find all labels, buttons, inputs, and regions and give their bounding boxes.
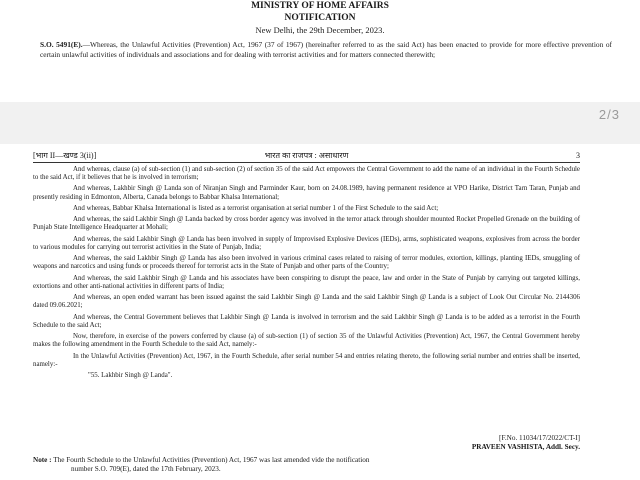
signatory-name: PRAVEEN VASHISTA, Addl. Secy. [471,443,580,452]
inserted-entry: "55. Lakhbir Singh @ Landa". [88,372,173,380]
paragraph-belief: And whereas, the Central Government believes that Lakhbir Singh @ Landa is involved in terrorism and the said Lakhbir Singh @ Landa is to be added as a terrorist in the Fourth Schedule to the said Act; [33,313,580,329]
paragraph-amendment: In the Unlawful Activities (Prevention) Act, 1967, in the Fourth Schedule, after serial number 54 and entries relating thereto, the following serial number and entries shall be inserted, namely:- [33,352,580,368]
note-block [33,456,580,474]
paragraph-identity: And whereas, Lakhbir Singh @ Landa son of Niranjan Singh and Parminder Kaur, born on 24.08.1989, having permanent residence at VPO Harike, District Tarn Taran, Punjab and presently residing in Edmonton, Alberta, Canada belongs to Babbar Khalsa International; [33,185,580,201]
paragraph-conspiracy: And whereas, the said Lakhbir Singh @ Landa and his associates have been conspiring to disrupt the peace, law and order in the State of Punjab by carrying out targeted killings, extortions and other anti-national activities in different parts of India; [33,274,580,290]
paragraph-clause-35: And whereas, clause (a) of sub-section (1) and sub-section (2) of section 35 of the said Act empowers the Central Government to add the name of an individual in the Fourth Schedule to the said Act, if it believes that he is involved in terrorism; [33,166,580,182]
note-line-1: The Fourth Schedule to the Unlawful Activities (Prevention) Act, 1967 was last amended vide the notification [53,456,370,464]
paragraph-rpg-attack: And whereas, the said Lakhbir Singh @ Landa backed by cross border agency was involved in the terror attack through shoulder mounted Rocket Propelled Grenade on the building of Punjab State Intelligence Headquarter at Mohali; [33,216,580,232]
running-header-part: [भाग II—खण्ड 3(ii)] [33,151,97,160]
file-reference: [F.No. 11034/17/2022/CT-I] [499,434,580,442]
intro-paragraph [40,40,612,59]
document-page-1 [0,0,640,102]
signature-block [33,434,580,452]
note-line-2: number S.O. 709(E), dated the 17th February, 2023. [71,465,221,473]
so-number: S.O. 5491(E). [40,40,83,49]
running-header-page-number: 3 [576,151,580,160]
date-line: New Delhi, the 29th December, 2023. [255,25,385,35]
page-indicator: 2/3 [598,107,620,122]
page-gap [0,102,640,144]
paragraph-warrant: And whereas, an open ended warrant has been issued against the said Lakhbir Singh @ Landa and the said Lakhbir Singh @ Landa is a subject of Look Out Circular No. 2144306 dated 09.06.2021; [33,294,580,310]
paragraph-criminal-cases: And whereas, the said Lakhbir Singh @ Landa has also been involved in various criminal cases related to raising of terror modules, extortion, killings, planting IEDs, smuggling of weapons and narcotics and using funds or proceeds thereof for terrorist acts in the State of Punjab and other parts of the Country; [33,255,580,271]
intro-text: —Whereas, the Unlawful Activities (Prevention) Act, 1967 (37 of 1967) (hereinafter referred to as the said Act) has been enacted to provide for more effective prevention of certain unlawful activities of individuals and associations and for dealing with terrorist activities and for matters connected therewith; [40,40,613,59]
paragraph-ied-supply: And whereas, the said Lakhbir Singh @ Landa has been involved in supply of Improvised Explosive Devices (IEDs), arms, sophisticated weapons, explosives from across the border to various modules for carrying out terrorist activities in the State of Punjab, India; [33,235,580,251]
ministry-heading: MINISTRY OF HOME AFFAIRS [251,1,389,11]
running-header-gazette: भारत का राजपत्र : असाधारण [264,151,349,160]
notification-body [33,166,580,384]
paragraph-now-therefore: Now, therefore, in exercise of the powers conferred by clause (a) of sub-section (1) of section 35 of the Unlawful Activities (Prevention) Act, 1967, the Central Government hereby makes the following amendment in the Fourth Schedule to the said Act, namely:- [33,333,580,349]
running-header [33,150,580,163]
paragraph-bki-listing: And whereas, Babbar Khalsa International is listed as a terrorist organisation at serial number 1 of the First Schedule to the said Act; [73,204,439,212]
notification-heading: NOTIFICATION [284,13,356,23]
note-label: Note : [33,456,52,464]
